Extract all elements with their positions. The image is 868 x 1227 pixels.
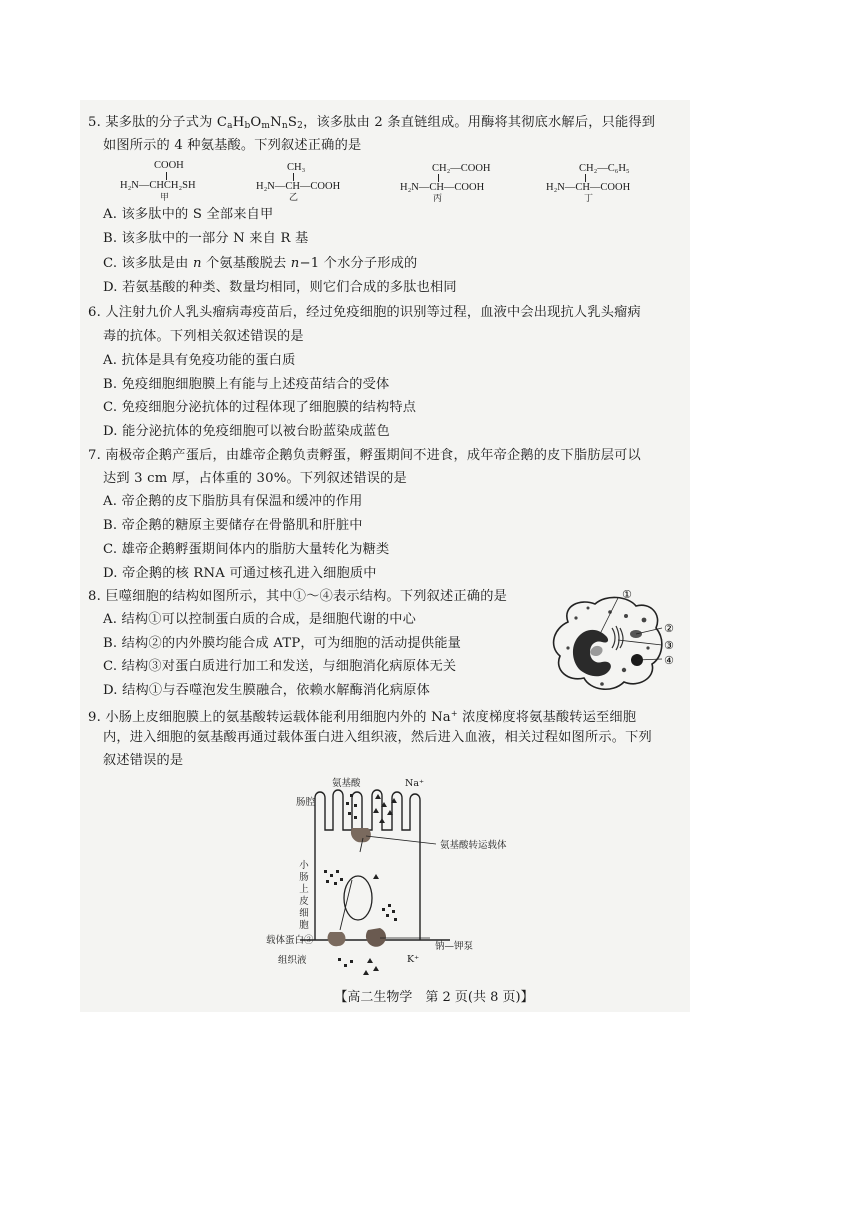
q6-stem-line2: 毒的抗体。下列相关叙述错误的是 (103, 329, 304, 344)
q7-option-d: D. 帝企鹅的核 RNA 可通过核孔进入细胞质中 (103, 566, 377, 581)
amino-acid-transporter (351, 828, 371, 842)
ding-label: 丁 (584, 194, 594, 204)
ding-formula: H₂N—CH—COOH (546, 182, 631, 193)
epithelium-diagram (300, 780, 450, 980)
q9-stem-line2: 内，进入细胞的氨基酸再通过载体蛋白进入组织液，然后进入血液，相关过程如图所示。下列 (103, 730, 652, 745)
sodium-potassium-pump (366, 928, 386, 947)
bing-label: 丙 (433, 194, 443, 204)
label-na-k-pump: 钠—钾泵 (435, 941, 474, 952)
q8-option-a: A. 结构①可以控制蛋白质的合成，是细胞代谢的中心 (103, 612, 417, 627)
q5-stem-line2: 如图所示的 4 种氨基酸。下列叙述正确的是 (103, 138, 362, 153)
label-amino-acid: 氨基酸 (332, 778, 361, 789)
label-lumen: 肠腔 (296, 797, 316, 808)
bing-side-group: CH₂—COOH (432, 163, 491, 174)
q6-option-c: C. 免疫细胞分泌抗体的过程体现了细胞膜的结构特点 (103, 400, 417, 415)
label-3: ③ (664, 639, 674, 652)
yi-side-group: CH₃ (287, 162, 306, 173)
label-potassium-ion: K⁺ (407, 954, 420, 965)
jia-label: 甲 (160, 193, 170, 203)
page-footer: 【高二生物学 第 2 页(共 8 页)】 (334, 990, 534, 1005)
q5-option-b: B. 该多肽中的一部分 N 来自 R 基 (103, 231, 309, 246)
cell-nucleus (344, 876, 372, 920)
q7-option-a: A. 帝企鹅的皮下脂肪具有保温和缓冲的作用 (103, 494, 363, 509)
label-4: ④ (664, 654, 674, 667)
label-epithelial-cell: 小肠上皮细胞 (299, 860, 309, 931)
yi-formula: H₂N—CH—COOH (256, 181, 341, 192)
q6-stem-line1: 6. 人注射九价人乳头瘤病毒疫苗后，经过免疫细胞的识别等过程，血液中会出现抗人乳头瘤病 (88, 305, 641, 320)
q5-option-a: A. 该多肽中的 S 全部来自甲 (103, 207, 274, 222)
jia-formula: H₂N—CHCH₂SH (120, 180, 196, 191)
q9-stem-line3: 叙述错误的是 (103, 753, 184, 768)
label-tissue-fluid: 组织液 (278, 955, 307, 966)
q8-option-d: D. 结构①与吞噬泡发生膜融合，依赖水解酶消化病原体 (103, 683, 430, 698)
ding-side-group: CH₂—C₆H₅ (579, 163, 630, 174)
q5-option-d: D. 若氨基酸的种类、数量均相同，则它们合成的多肽也相同 (103, 280, 457, 295)
macrophage-diagram (540, 590, 690, 700)
q9-stem-line1: 9. 小肠上皮细胞膜上的氨基酸转运载体能利用细胞内外的 Na+ 浓度梯度将氨基酸转运至细胞 (88, 709, 637, 725)
q5-option-c: C. 该多肽是由 n 个氨基酸脱去 n−1 个水分子形成的 (103, 256, 418, 271)
q6-option-b: B. 免疫细胞细胞膜上有能与上述疫苗结合的受体 (103, 377, 390, 392)
q6-option-a: A. 抗体是具有免疫功能的蛋白质 (103, 353, 296, 368)
q7-option-b: B. 帝企鹅的糖原主要储存在骨骼肌和肝脏中 (103, 518, 363, 533)
label-1: ① (622, 590, 632, 601)
q8-option-c: C. 结构③对蛋白质进行加工和发送，与细胞消化病原体无关 (103, 659, 457, 674)
bing-formula: H₂N—CH—COOH (400, 182, 485, 193)
q5-stem-line1: 5. 某多肽的分子式为 CaHbOmNnS2，该多肽由 2 条直链组成。用酶将其彻底水解后，只能得到 (88, 115, 656, 131)
microvilli-membrane (315, 790, 420, 830)
q8-stem-line1: 8. 巨噬细胞的结构如图所示，其中①～④表示结构。下列叙述正确的是 (88, 589, 507, 604)
label-2: ② (664, 622, 674, 635)
golgi-apparatus (612, 626, 623, 650)
label-sodium-ion: Na⁺ (405, 778, 424, 789)
q6-option-d: D. 能分泌抗体的免疫细胞可以被台盼蓝染成蓝色 (103, 424, 390, 439)
jia-side-group: COOH (154, 160, 184, 171)
label-carrier-protein: 载体蛋白③ (266, 935, 314, 946)
q7-stem-line2: 达到 3 cm 厚，占体重的 30%。下列叙述错误的是 (103, 471, 407, 486)
label-transporter: 氨基酸转运载体 (440, 840, 507, 851)
yi-label: 乙 (289, 193, 299, 203)
q7-option-c: C. 雄帝企鹅孵蛋期间体内的脂肪大量转化为糖类 (103, 542, 390, 557)
q8-option-b: B. 结构②的内外膜均能合成 ATP，可为细胞的活动提供能量 (103, 636, 462, 651)
q7-stem-line1: 7. 南极帝企鹅产蛋后，由雄帝企鹅负责孵蛋，孵蛋期间不进食，成年帝企鹅的皮下脂肪层可以 (88, 448, 641, 463)
carrier-protein-3 (328, 932, 346, 946)
